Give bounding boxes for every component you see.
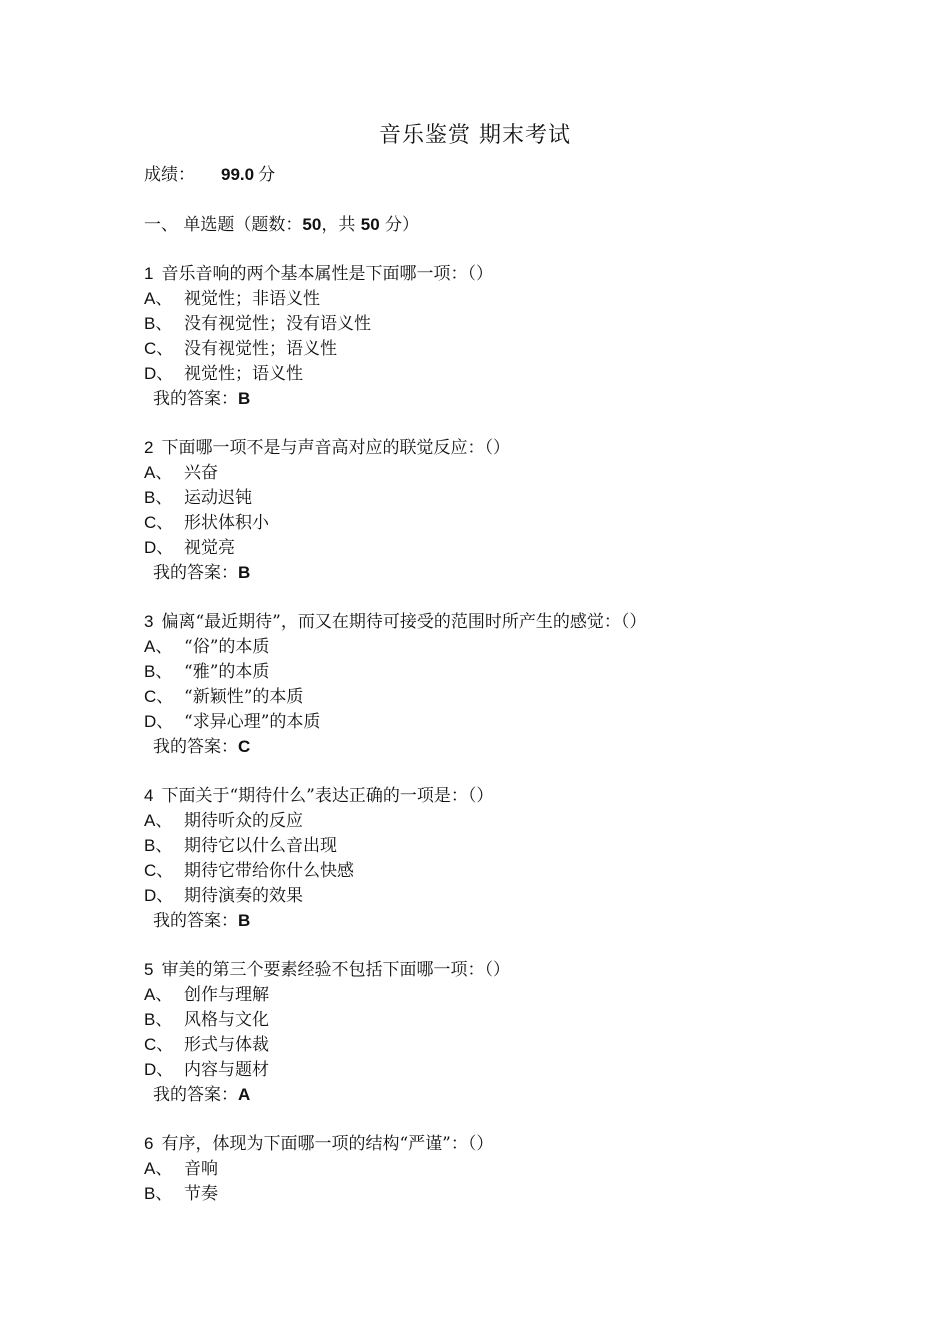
question-line <box>144 261 864 286</box>
option-item <box>144 659 864 684</box>
my-answer <box>144 1082 864 1107</box>
option-item <box>144 982 864 1007</box>
answer-value: B <box>238 389 251 408</box>
my-answer <box>144 560 864 585</box>
option-text: 创作与理解 <box>184 985 269 1005</box>
option-item <box>144 361 864 386</box>
option-item <box>144 858 864 883</box>
question-item <box>144 261 864 411</box>
option-letter: C、 <box>144 861 174 880</box>
question-item <box>144 435 864 585</box>
option-text: 内容与题材 <box>184 1060 269 1080</box>
answer-value: C <box>238 737 251 756</box>
option-letter: A、 <box>144 463 173 482</box>
option-letter: B、 <box>144 314 173 333</box>
option-item <box>144 1156 864 1181</box>
option-text: 形状体积小 <box>184 513 269 533</box>
question-line <box>144 435 864 460</box>
option-letter: A、 <box>144 289 173 308</box>
option-item <box>144 485 864 510</box>
option-item <box>144 311 864 336</box>
my-answer <box>144 734 864 759</box>
section-header <box>144 212 419 238</box>
option-letter: B、 <box>144 488 173 507</box>
option-letter: D、 <box>144 886 174 905</box>
option-text: “新颖性”的本质 <box>184 687 304 707</box>
option-text: 期待演奏的效果 <box>184 886 303 906</box>
score-label: 成绩： <box>144 165 195 185</box>
answer-value: B <box>238 911 251 930</box>
option-text: 运动迟钝 <box>184 488 252 508</box>
question-item <box>144 1131 864 1206</box>
option-item <box>144 510 864 535</box>
option-text: 没有视觉性；语义性 <box>184 339 337 359</box>
option-text: “俗”的本质 <box>184 637 270 657</box>
answer-label: 我的答案： <box>153 389 238 409</box>
option-letter: C、 <box>144 687 174 706</box>
option-text: “求异心理”的本质 <box>184 712 321 732</box>
option-item <box>144 883 864 908</box>
option-item <box>144 684 864 709</box>
section-prefix: 一、 单选题（题数： <box>144 215 303 235</box>
option-letter: B、 <box>144 836 173 855</box>
section-points: 50 <box>360 215 380 234</box>
option-text: “雅”的本质 <box>184 662 270 682</box>
question-item <box>144 609 864 759</box>
option-item <box>144 1057 864 1082</box>
question-text: 下面哪一项不是与声音高对应的联觉反应：（） <box>161 438 510 458</box>
option-text: 视觉性；语义性 <box>184 364 303 384</box>
option-item <box>144 1181 864 1206</box>
option-item <box>144 833 864 858</box>
option-letter: B、 <box>144 662 173 681</box>
option-text: 音响 <box>184 1159 218 1179</box>
option-letter: C、 <box>144 339 174 358</box>
answer-label: 我的答案： <box>153 563 238 583</box>
option-letter: D、 <box>144 364 174 383</box>
question-number: 2 <box>144 438 154 457</box>
question-number: 1 <box>144 264 154 283</box>
question-line <box>144 957 864 982</box>
option-letter: D、 <box>144 1060 174 1079</box>
option-text: 没有视觉性；没有语义性 <box>184 314 371 334</box>
option-text: 兴奋 <box>184 463 218 483</box>
option-text: 风格与文化 <box>184 1010 269 1030</box>
option-item <box>144 1032 864 1057</box>
option-item <box>144 1007 864 1032</box>
option-letter: A、 <box>144 811 173 830</box>
option-item <box>144 808 864 833</box>
option-text: 形式与体裁 <box>184 1035 269 1055</box>
answer-label: 我的答案： <box>153 737 238 757</box>
question-line <box>144 609 864 634</box>
option-letter: C、 <box>144 1035 174 1054</box>
option-letter: D、 <box>144 538 174 557</box>
option-item <box>144 634 864 659</box>
question-text: 音乐音响的两个基本属性是下面哪一项：（） <box>161 264 493 284</box>
section-middle: ，共 <box>321 215 361 235</box>
option-text: 期待它带给你什么快感 <box>184 861 354 881</box>
question-number: 6 <box>144 1134 154 1153</box>
question-text: 有序，体现为下面哪一项的结构“严谨”：（） <box>161 1134 494 1154</box>
option-letter: B、 <box>144 1010 173 1029</box>
my-answer <box>144 908 864 933</box>
option-letter: A、 <box>144 985 173 1004</box>
option-letter: A、 <box>144 637 173 656</box>
option-text: 期待它以什么音出现 <box>184 836 337 856</box>
question-text: 偏离“最近期待”，而又在期待可接受的范围时所产生的感觉：（） <box>161 612 647 632</box>
score-value: 99.0 <box>221 165 255 184</box>
question-number: 3 <box>144 612 154 631</box>
option-letter: C、 <box>144 513 174 532</box>
question-number: 4 <box>144 786 154 805</box>
question-line <box>144 783 864 808</box>
option-text: 期待听众的反应 <box>184 811 303 831</box>
option-item <box>144 460 864 485</box>
answer-label: 我的答案： <box>153 911 238 931</box>
score-unit: 分 <box>258 165 276 185</box>
question-item <box>144 957 864 1107</box>
question-list <box>144 261 864 1230</box>
my-answer <box>144 386 864 411</box>
question-number: 5 <box>144 960 154 979</box>
exam-title: 音乐鉴赏 期末考试 <box>379 123 571 148</box>
option-item <box>144 535 864 560</box>
question-text: 审美的第三个要素经验不包括下面哪一项：（） <box>161 960 510 980</box>
option-text: 视觉亮 <box>184 538 235 558</box>
option-item <box>144 709 864 734</box>
answer-label: 我的答案： <box>153 1085 238 1105</box>
score-line <box>144 162 275 188</box>
section-count: 50 <box>302 215 322 234</box>
answer-value: A <box>238 1085 251 1104</box>
section-suffix: 分） <box>379 215 420 235</box>
option-letter: B、 <box>144 1184 173 1203</box>
option-item <box>144 336 864 361</box>
option-text: 视觉性；非语义性 <box>184 289 320 309</box>
question-line <box>144 1131 864 1156</box>
question-text: 下面关于“期待什么”表达正确的一项是：（） <box>161 786 494 806</box>
option-item <box>144 286 864 311</box>
option-letter: D、 <box>144 712 174 731</box>
option-text: 节奏 <box>184 1184 218 1204</box>
option-letter: A、 <box>144 1159 173 1178</box>
answer-value: B <box>238 563 251 582</box>
question-item <box>144 783 864 933</box>
